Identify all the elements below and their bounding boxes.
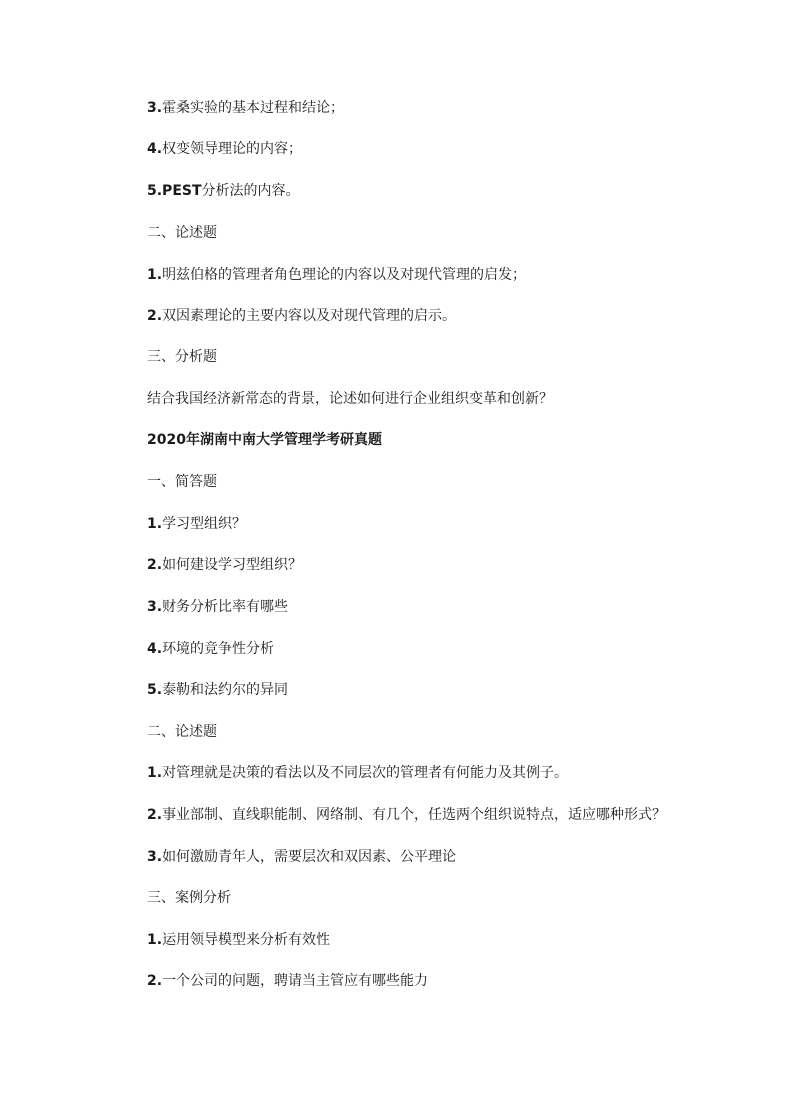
item-number: 3.	[147, 599, 163, 615]
item-number: 4.	[147, 141, 163, 157]
item-text: 二、论述题	[147, 724, 217, 740]
question-line	[147, 640, 274, 658]
item-text: 三、案例分析	[147, 890, 231, 906]
item-text: 双因素理论的主要内容以及对现代管理的启示。	[162, 308, 457, 324]
item-number: 5.PEST	[147, 183, 202, 199]
item-text: 如何激励青年人，需要层次和双因素、公平理论	[162, 849, 457, 865]
question-line	[147, 99, 344, 117]
item-number: 3.	[147, 100, 163, 116]
question-line	[147, 764, 568, 782]
item-number: 1.	[147, 267, 163, 283]
question-line	[147, 681, 288, 699]
item-text: 对管理就是决策的看法以及不同层次的管理者有何能力及其例子。	[162, 765, 569, 781]
question-line	[147, 182, 300, 200]
item-text: 霍桑实验的基本过程和结论；	[162, 100, 345, 116]
item-text: 三、分析题	[147, 349, 217, 365]
question-line	[147, 931, 330, 949]
section-heading	[147, 889, 231, 907]
item-text: 运用领导模型来分析有效性	[162, 932, 331, 948]
item-text: 事业部制、直线职能制、网络制、有几个，任选两个组织说特点，适应哪种形式？	[162, 807, 667, 823]
item-number: 1.	[147, 932, 163, 948]
item-number: 2.	[147, 973, 163, 989]
item-text: 一、简答题	[147, 474, 217, 490]
item-number: 4.	[147, 641, 163, 657]
item-number: 1.	[147, 765, 163, 781]
item-text: 学习型组织？	[162, 516, 247, 532]
section-heading	[147, 723, 217, 741]
section-heading	[147, 473, 217, 491]
question-line	[147, 972, 428, 990]
item-number: 2.	[147, 308, 163, 324]
question-line	[147, 556, 302, 574]
question-line	[147, 390, 553, 408]
item-text: 权变领导理论的内容；	[162, 141, 303, 157]
item-text: 二、论述题	[147, 225, 217, 241]
item-number: 5.	[147, 682, 163, 698]
question-line	[147, 598, 288, 616]
section-heading	[147, 348, 217, 366]
item-text: 结合我国经济新常态的背景，论述如何进行企业组织变革和创新？	[147, 391, 553, 407]
item-text: 环境的竞争性分析	[162, 641, 275, 657]
question-line	[147, 307, 456, 325]
question-line	[147, 848, 456, 866]
item-number: 1.	[147, 516, 163, 532]
item-text: 2020年湖南中南大学管理学考研真题	[147, 432, 382, 448]
item-text: 明兹伯格的管理者角色理论的内容以及对现代管理的启发；	[162, 267, 527, 283]
item-text: 一个公司的问题，聘请当主管应有哪些能力	[162, 973, 429, 989]
item-text: 泰勒和法约尔的异同	[162, 682, 289, 698]
question-line	[147, 806, 666, 824]
question-line	[147, 266, 526, 284]
question-line	[147, 515, 246, 533]
exam-title	[147, 431, 382, 449]
question-line	[147, 140, 302, 158]
item-text: 分析法的内容。	[201, 183, 300, 199]
item-number: 3.	[147, 849, 163, 865]
item-text: 财务分析比率有哪些	[162, 599, 289, 615]
item-text: 如何建设学习型组织？	[162, 557, 303, 573]
item-number: 2.	[147, 807, 163, 823]
item-number: 2.	[147, 557, 163, 573]
section-heading	[147, 224, 217, 242]
